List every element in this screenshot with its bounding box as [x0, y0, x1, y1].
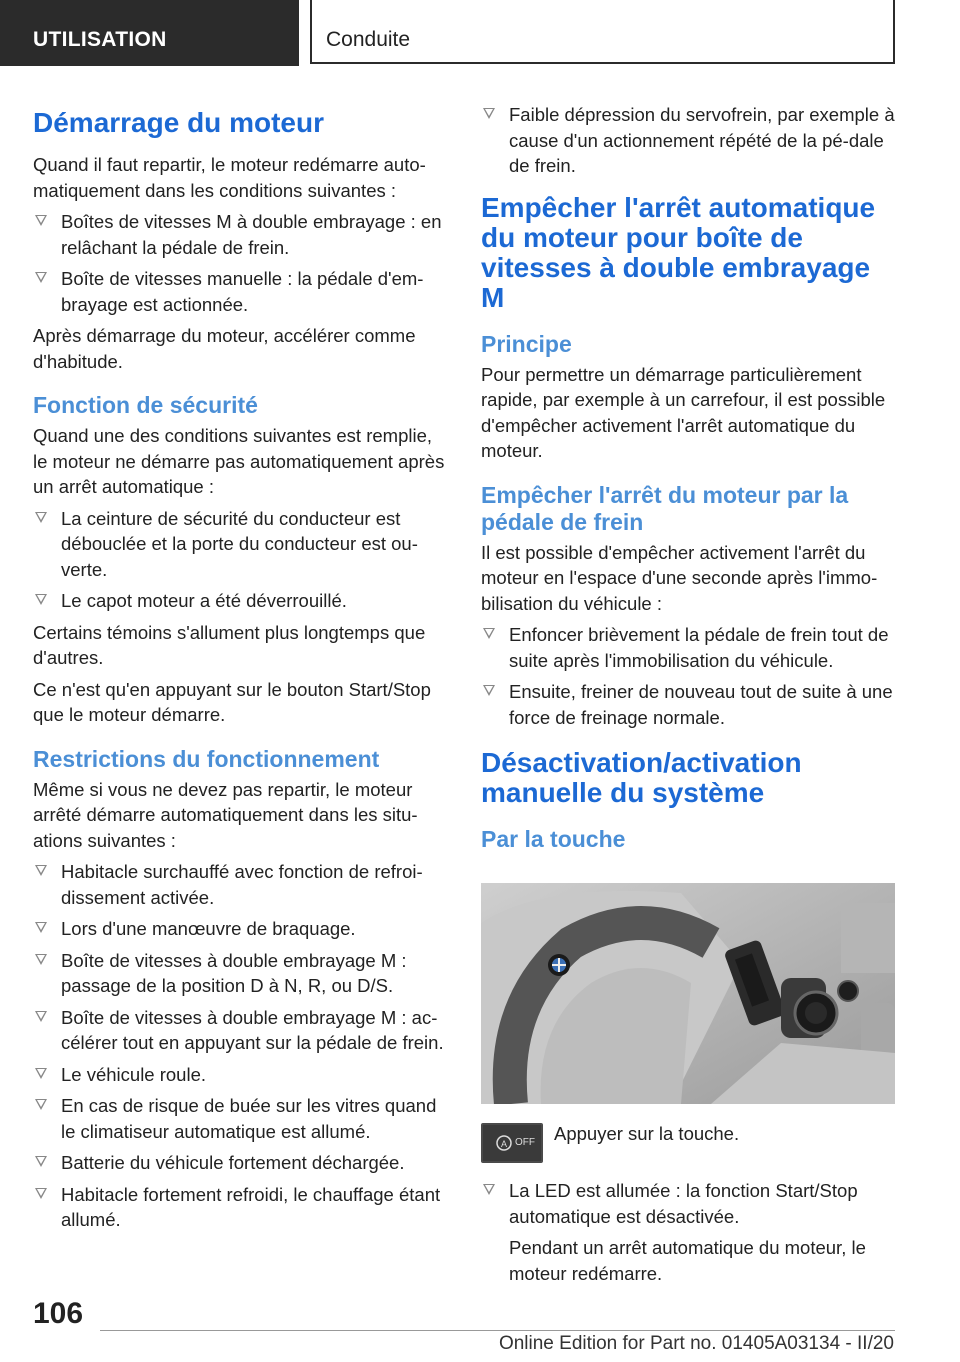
steering-wheel-photo: [481, 883, 895, 1104]
list-item: Batterie du véhicule fortement déchargée.: [33, 1150, 449, 1176]
triangle-bullet-icon: [35, 1099, 47, 1110]
triangle-bullet-icon: [35, 1156, 47, 1167]
heading-manual-deactivation: Désactivation/activation manuelle du système: [481, 747, 802, 808]
paragraph: Même si vous ne devez pas repartir, le moteur arrêté démarre automatiquement dans les situ-ations suivantes :: [33, 778, 418, 851]
paragraph: Il est possible d'empêcher activement l'arrêt du moteur en l'espace d'une seconde après l'immo-bilisation du véhicule :: [481, 541, 878, 614]
list-item: Ensuite, freiner de nouveau tout de suite à une force de freinage normale.: [481, 679, 897, 730]
triangle-bullet-icon: [35, 594, 47, 605]
triangle-bullet-icon: [483, 685, 495, 696]
heading-safety-function: Fonction de sécurité: [33, 392, 258, 418]
paragraph: Certains témoins s'allument plus longtemps que d'autres.: [33, 621, 426, 668]
list-item: Habitacle surchauffé avec fonction de refroi-dissement activée.: [33, 859, 449, 910]
triangle-bullet-icon: [35, 1011, 47, 1022]
footer-divider: [100, 1330, 895, 1331]
list-item: La LED est allumée : la fonction Start/Stop automatique est désactivée.: [481, 1178, 897, 1229]
list-item: Habitacle fortement refroidi, le chauffage étant allumé.: [33, 1182, 449, 1233]
bullet-list: [481, 622, 897, 730]
press-button-text: Appuyer sur la touche.: [554, 1123, 740, 1144]
heading-by-button: Par la touche: [481, 826, 626, 852]
page-number: 106: [33, 1297, 84, 1330]
bullet-list: [33, 209, 449, 317]
list-item: La ceinture de sécurité du conducteur est débouclée et la porte du conducteur est ou-verte.: [33, 506, 449, 583]
led-info: [481, 1178, 897, 1292]
list-item: Boîte de vitesses à double embrayage M : ac-célérer tout en appuyant sur la pédale de frein.: [33, 1005, 449, 1056]
bullet-list: [481, 1178, 897, 1229]
triangle-bullet-icon: [483, 628, 495, 639]
list-item: Faible dépression du servofrein, par exemple à cause d'un actionnement répété de la pé-dale de frein.: [481, 102, 897, 179]
triangle-bullet-icon: [35, 922, 47, 933]
chapter-title: Conduite: [310, 0, 895, 64]
heading-prevent-auto-stop: Empêcher l'arrêt automatique du moteur pour boîte de vitesses à double embrayage M: [481, 191, 876, 313]
list-item: Lors d'une manœuvre de braquage.: [33, 916, 449, 942]
list-item: Boîtes de vitesses M à double embrayage : en relâchant la pédale de frein.: [33, 209, 449, 260]
list-item: Enfoncer brièvement la pédale de frein tout de suite après l'immobilisation du véhicule.: [481, 622, 897, 673]
list-item: Le capot moteur a été déverrouillé.: [33, 588, 449, 614]
paragraph: Quand une des conditions suivantes est remplie, le moteur ne démarre pas automatiquement après un arrêt automatique :: [33, 425, 445, 497]
triangle-bullet-icon: [35, 272, 47, 283]
list-item: Boîte de vitesses manuelle : la pédale d'em-brayage est actionnée.: [33, 266, 449, 317]
triangle-bullet-icon: [35, 512, 47, 523]
triangle-bullet-icon: [35, 954, 47, 965]
heading-prevent-brake: Empêcher l'arrêt du moteur par la pédale de frein: [481, 481, 849, 535]
paragraph: Ce n'est qu'en appuyant sur le bouton Start/Stop que le moteur démarre.: [33, 678, 431, 725]
paragraph: Après démarrage du moteur, accélérer comme d'habitude.: [33, 325, 416, 372]
triangle-bullet-icon: [483, 108, 495, 119]
heading-principle: Principe: [481, 330, 572, 357]
list-item: En cas de risque de buée sur les vitres quand le climatiseur automatique est allumé.: [33, 1093, 449, 1144]
list-item: Le véhicule roule.: [33, 1062, 449, 1088]
triangle-bullet-icon: [35, 1068, 47, 1079]
bullet-list: [33, 859, 449, 1233]
bullet-list: [33, 506, 449, 614]
section-tab: UTILISATION: [0, 0, 299, 66]
paragraph: Quand il faut repartir, le moteur redémarre auto-matiquement dans les conditions suivantes :: [33, 154, 426, 201]
indented-paragraph: Pendant un arrêt automatique du moteur, le moteur redémarre.: [509, 1237, 866, 1284]
triangle-bullet-icon: [483, 1184, 495, 1195]
right-column: [481, 96, 897, 857]
triangle-bullet-icon: [35, 1188, 47, 1199]
list-item: Boîte de vitesses à double embrayage M : passage de la position D à N, R, ou D/S.: [33, 948, 449, 999]
paragraph: Pour permettre un démarrage particulièrement rapide, par exemple à un carrefour, il est possible d'empêcher activement l'arrêt automatique du moteur.: [481, 363, 886, 461]
heading-restrictions: Restrictions du fonctionnement: [33, 745, 380, 772]
auto-start-stop-off-button-image: [481, 1123, 543, 1163]
triangle-bullet-icon: [35, 215, 47, 226]
triangle-bullet-icon: [35, 865, 47, 876]
bullet-list: [481, 102, 897, 179]
edition-footer: Online Edition for Part no. 01405A03134 - II/20: [498, 1333, 894, 1354]
page-header: [0, 0, 960, 66]
svg-text:A: A: [501, 1139, 508, 1149]
off-label: OFF: [515, 1137, 535, 1148]
heading-engine-start: Démarrage du moteur: [33, 107, 324, 138]
left-column: [33, 96, 449, 1239]
button-illustration-row: [481, 1123, 897, 1167]
